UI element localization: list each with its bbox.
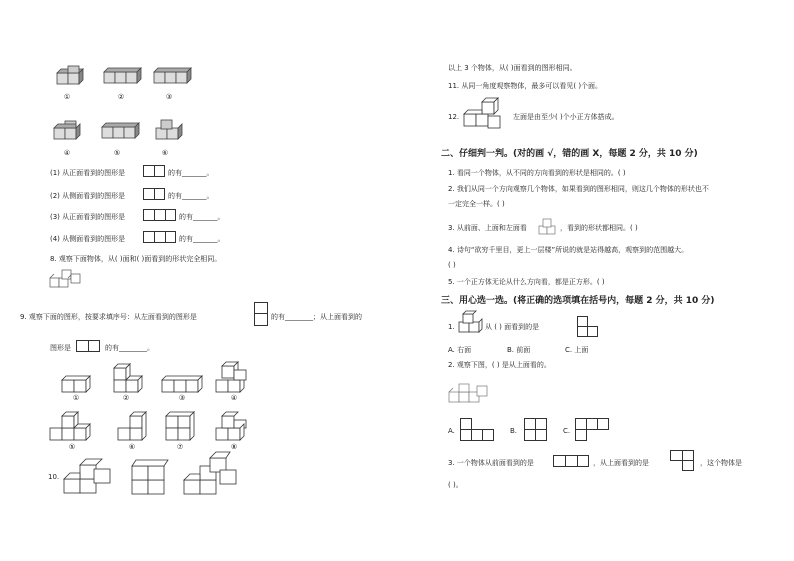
q9-figure-6 bbox=[116, 408, 150, 444]
mc1-option-a: A. 右面 bbox=[448, 346, 472, 354]
q7-item-2-text-a: (2) 从侧面看到的图形是 bbox=[50, 192, 126, 200]
q9-label-2: ② bbox=[122, 394, 130, 402]
q10-answer-line: 以上 3 个物体，从( )面看到的图形相同。 bbox=[448, 64, 577, 72]
mc2-text: 2. 观察下图，( ) 是从上面看的。 bbox=[448, 361, 551, 369]
mc3-answer: ( )。 bbox=[448, 481, 463, 489]
q12-number: 12. bbox=[448, 113, 460, 121]
judge-1: 1. 看同一个物体，从不同的方向看到的形状是相同的。( ) bbox=[448, 169, 626, 177]
mc3-front-view bbox=[553, 455, 589, 467]
figure-label-6: ⑥ bbox=[161, 149, 169, 157]
judge-4-line2: ( ) bbox=[448, 261, 456, 269]
figure-4-cubes bbox=[52, 118, 92, 142]
q8-text: 8. 观察下面物体，从( )面和( )面看到的形状完全相同。 bbox=[50, 255, 222, 263]
figure-label-4: ④ bbox=[63, 149, 71, 157]
figure-2-cubes bbox=[102, 64, 146, 86]
q9-label-8: ⑧ bbox=[230, 443, 238, 451]
q9-label-5: ⑤ bbox=[68, 443, 76, 451]
q9-figure-4 bbox=[214, 358, 254, 394]
mc2-figure bbox=[447, 380, 497, 408]
q9-label-1: ① bbox=[72, 394, 80, 402]
mc2-option-b-c4 bbox=[535, 429, 547, 441]
q9-text-c: 图形是 bbox=[50, 344, 71, 352]
mc3-text-b: ，从上面看到的是 bbox=[593, 459, 649, 467]
q8-object-figure bbox=[48, 266, 84, 292]
mc2-option-b-label: B. bbox=[510, 427, 518, 435]
q7-item-3-text-a: (3) 从正面看到的图形是 bbox=[50, 213, 126, 221]
mc1-option-c: C. 上面 bbox=[565, 346, 589, 354]
q9-left-view-shape bbox=[254, 302, 268, 326]
q9-figure-3 bbox=[160, 372, 206, 394]
q9-figure-1 bbox=[60, 372, 94, 394]
judge-3-text-a: 3. 从前面、上面和左面看 bbox=[448, 224, 527, 232]
figure-5-cubes bbox=[100, 118, 144, 142]
q7-item-4-text-b: 的有_______。 bbox=[179, 235, 225, 243]
q7-item-1-text-b: 的有_______。 bbox=[168, 169, 214, 177]
mc3-top-view-row2 bbox=[682, 460, 694, 471]
mc2-option-c-c3 bbox=[597, 418, 609, 430]
q10-label: 10. bbox=[48, 473, 60, 481]
q7-item-3-shape bbox=[143, 209, 176, 221]
q9-figure-7 bbox=[164, 406, 200, 444]
q7-item-4-shape bbox=[143, 231, 176, 243]
q9-figure-2 bbox=[112, 360, 146, 394]
mc2-option-c-label: C. bbox=[563, 427, 571, 435]
q9-text-a: 9. 观察下面的图形，按要求填序号：从左面看到的图形是 bbox=[20, 313, 197, 321]
mc1-figure bbox=[457, 310, 485, 336]
figure-label-5: ⑤ bbox=[113, 149, 121, 157]
q12-text: 左面是由至少( )个小正方体搭成。 bbox=[513, 113, 619, 121]
judge-2-line1: 2. 我们从同一个方向观察几个物体，如果看到的图形相同，则这几个物体的形状也不 bbox=[448, 185, 709, 193]
figure-1-cubes bbox=[55, 64, 95, 86]
q9-label-3: ③ bbox=[178, 394, 186, 402]
q9-text-d: 的有________。 bbox=[105, 344, 154, 352]
mc3-text-c: ，这个物体是 bbox=[700, 459, 742, 467]
judge-3-figure bbox=[537, 216, 559, 238]
judge-3-text-b: ，看到的形状都相同。( ) bbox=[560, 224, 638, 232]
q7-item-1-text-a: (1) 从正面看到的图形是 bbox=[50, 169, 126, 177]
mc2-option-a-label: A. bbox=[448, 427, 455, 435]
q9-label-7: ⑦ bbox=[176, 443, 184, 451]
mc1-option-b: B. 前面 bbox=[507, 346, 531, 354]
judge-5: 5. 一个正方体无论从什么方向看，都是正方形。( ) bbox=[448, 278, 605, 286]
q9-label-4: ④ bbox=[230, 394, 238, 402]
mc2-option-c-c4 bbox=[575, 429, 587, 441]
mc3-text-a: 3. 一个物体从前面看到的是 bbox=[448, 459, 534, 467]
q10-figure-1 bbox=[60, 455, 116, 497]
q9-text-b: 的有________；从上面看到的 bbox=[271, 313, 362, 321]
judge-2-line2: 一定完全一样。( ) bbox=[448, 200, 505, 208]
figure-3-cubes bbox=[152, 64, 192, 86]
mc2-option-a-c4 bbox=[482, 429, 494, 441]
mc1-view-shape-br bbox=[587, 326, 598, 337]
q7-item-4-text-a: (4) 从侧面看到的图形是 bbox=[50, 235, 126, 243]
q10-figure-2 bbox=[128, 454, 172, 498]
mc1-number: 1. bbox=[448, 323, 455, 331]
section3-title: 三、用心选一选。(将正确的选项填在括号内，每题 2 分，共 10 分) bbox=[441, 296, 715, 306]
mc1-text: 从 ( ) 面看到的是 bbox=[485, 323, 540, 331]
figure-label-2: ② bbox=[117, 93, 125, 101]
q9-label-6: ⑥ bbox=[128, 443, 136, 451]
judge-4-line1: 4. 诗句“欲穷千里目，更上一层楼”所说的就是站得越高，观察到的范围越大。 bbox=[448, 246, 689, 254]
q7-item-3-text-b: 的有_______。 bbox=[179, 213, 225, 221]
q10-figure-3 bbox=[180, 450, 242, 498]
q12-figure bbox=[462, 96, 508, 136]
figure-label-1: ① bbox=[63, 93, 71, 101]
q9-figure-8 bbox=[214, 408, 254, 444]
q11-text: 11. 从同一角度观察物体，最多可以看见( )个面。 bbox=[448, 82, 603, 90]
section2-title: 二、仔细判一判。(对的画 √，错的画 X，每题 2 分，共 10 分) bbox=[441, 149, 698, 159]
q7-item-2-text-b: 的有_______。 bbox=[168, 192, 214, 200]
figure-6-cubes bbox=[152, 116, 186, 142]
q9-figure-5 bbox=[48, 408, 96, 444]
figure-label-3: ③ bbox=[165, 93, 173, 101]
